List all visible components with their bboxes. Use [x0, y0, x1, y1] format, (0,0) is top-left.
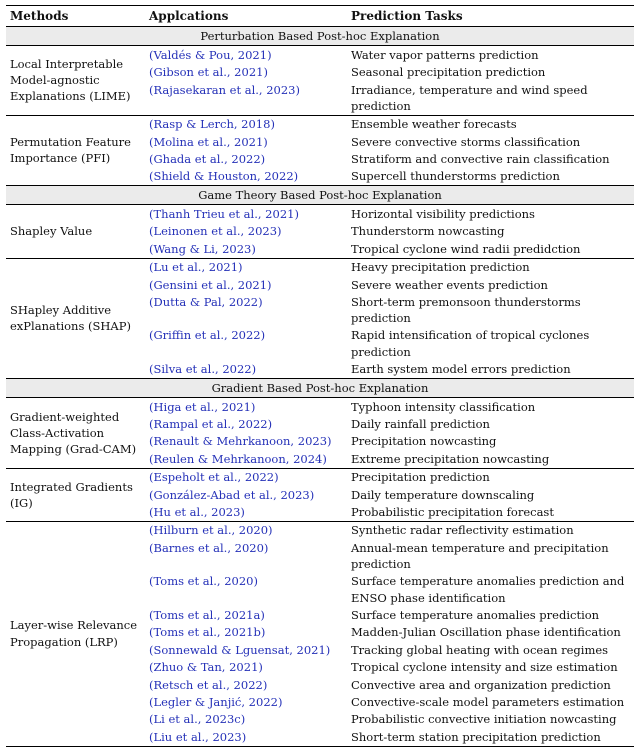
section-header-row — [6, 378, 634, 397]
table-row — [6, 115, 634, 133]
citation-cell — [146, 521, 348, 539]
task-text: Horizontal visibility predictions — [348, 205, 634, 223]
citation-link[interactable]: (Liu et al., 2023) — [149, 729, 247, 744]
citation-link[interactable]: (Retsch et al., 2022) — [149, 677, 268, 692]
method-name: Permutation Feature Importance (PFI) — [6, 115, 146, 186]
citation-cell — [146, 64, 348, 81]
citation-link[interactable]: (Toms et al., 2021a) — [149, 607, 265, 622]
citation-link[interactable]: (Espeholt et al., 2022) — [149, 470, 279, 485]
citation-cell — [146, 624, 348, 641]
citation-cell — [146, 433, 348, 450]
table-row — [6, 398, 634, 416]
citation-cell — [146, 133, 348, 150]
method-name: SHapley Additive exPlanations (SHAP) — [6, 258, 146, 378]
citation-cell — [146, 115, 348, 133]
citation-link[interactable]: (Zhuo & Tan, 2021) — [149, 660, 263, 675]
citation-cell — [146, 659, 348, 676]
citation-cell — [146, 46, 348, 64]
citation-cell — [146, 150, 348, 167]
task-text: Probabilistic convective initiation nowcasting — [351, 712, 617, 727]
task-text: Earth system model errors prediction — [351, 362, 571, 377]
citation-cell — [146, 503, 348, 521]
citation-cell — [146, 711, 348, 728]
section-title: Perturbation Based Post-hoc Explanation — [6, 27, 634, 46]
citation-link[interactable]: (Legler & Janjić, 2022) — [149, 694, 283, 709]
table-row — [6, 468, 634, 486]
citation-link[interactable]: (Thanh Trieu et al., 2021) — [149, 206, 299, 221]
citation-link[interactable]: (Barnes et al., 2020) — [149, 540, 269, 555]
citation-link[interactable]: (Li et al., 2023c) — [149, 712, 246, 727]
task-text: Stratiform and convective rain classification — [351, 151, 610, 166]
task-text: Convective-scale model parameters estimation — [351, 694, 625, 709]
task-text: Annual-mean temperature and precipitation prediction — [351, 540, 609, 571]
citation-link[interactable]: (Shield & Houston, 2022) — [149, 169, 299, 184]
citation-link[interactable]: (Rampal et al., 2022) — [149, 417, 273, 432]
citation-link[interactable]: (Hu et al., 2023) — [149, 505, 245, 520]
task-text: Seasonal precipitation prediction — [351, 65, 546, 80]
task-text: Tracking global heating with ocean regimes — [351, 642, 609, 657]
task-text: Probabilistic precipitation forecast — [351, 505, 554, 520]
task-text: Precipitation prediction — [348, 468, 634, 486]
task-text: Severe weather events prediction — [351, 277, 548, 292]
citation-link[interactable]: (Gibson et al., 2021) — [149, 65, 268, 80]
citation-link[interactable]: (Higa et al., 2021) — [149, 399, 256, 414]
citation-cell — [146, 450, 348, 468]
citation-link[interactable]: (Rajasekaran et al., 2023) — [149, 82, 300, 97]
task-text: Heavy precipitation prediction — [348, 258, 634, 276]
task-text: Water vapor patterns prediction — [348, 46, 634, 64]
citation-cell — [146, 728, 348, 746]
citation-link[interactable]: (Reulen & Mehrkanoon, 2024) — [149, 451, 327, 466]
method-name: Integrated Gradients (IG) — [6, 468, 146, 521]
citation-link[interactable]: (Leinonen et al., 2023) — [149, 224, 282, 239]
task-text: Typhoon intensity classification — [348, 398, 634, 416]
citation-link[interactable]: (González-Abad et al., 2023) — [149, 487, 315, 502]
method-name: Gradient-weighted Class-Activation Mapping (Grad-CAM) — [6, 398, 146, 469]
task-text: Short-term premonsoon thunderstorms prediction — [351, 294, 581, 326]
task-text: Rapid intensification of tropical cyclones prediction — [351, 328, 590, 359]
citation-link[interactable]: (Silva et al., 2022) — [149, 362, 257, 377]
task-text: Short-term station precipitation prediction — [351, 729, 601, 744]
task-text: Tropical cyclone wind radii predidction — [351, 241, 581, 256]
task-text: Surface temperature anomalies prediction and ENSO phase identification — [351, 574, 625, 605]
citation-cell — [146, 293, 348, 327]
citation-cell — [146, 398, 348, 416]
table-row — [6, 258, 634, 276]
method-name: Local Interpretable Model-agnostic Explanations (LIME) — [6, 46, 146, 115]
citation-cell — [146, 539, 348, 573]
citation-cell — [146, 486, 348, 503]
citation-cell — [146, 415, 348, 432]
table-header — [6, 6, 634, 27]
citation-cell — [146, 223, 348, 240]
method-name: Shapley Value — [6, 205, 146, 258]
method-name: Layer-wise Relevance Propagation (LRP) — [6, 521, 146, 746]
citation-cell — [146, 676, 348, 693]
column-header-prediction-tasks: Prediction Tasks — [348, 6, 634, 27]
task-text: Thunderstorm nowcasting — [351, 224, 505, 239]
column-header-applications: Applcations — [146, 6, 348, 27]
citation-link[interactable]: (Dutta & Pal, 2022) — [149, 294, 263, 309]
citation-cell — [146, 641, 348, 658]
section-title: Gradient Based Post-hoc Explanation — [6, 378, 634, 397]
header-row — [6, 6, 634, 27]
task-text: Tropical cyclone intensity and size estimation — [351, 660, 618, 675]
task-text: Precipitation nowcasting — [351, 434, 497, 449]
citation-cell — [146, 81, 348, 115]
section-header-row — [6, 27, 634, 46]
task-text: Ensemble weather forecasts — [348, 115, 634, 133]
task-text: Daily temperature downscaling — [351, 487, 535, 502]
task-text: Severe convective storms classification — [351, 134, 581, 149]
citation-link[interactable]: (Sonnewald & Lguensat, 2021) — [149, 642, 331, 657]
citation-cell — [146, 240, 348, 258]
citation-cell — [146, 573, 348, 607]
column-header-methods: Methods — [6, 6, 146, 27]
citation-link[interactable]: (Toms et al., 2020) — [149, 574, 258, 589]
citation-link[interactable]: (Lu et al., 2021) — [149, 260, 243, 275]
citation-cell — [146, 693, 348, 710]
methods-applications-table — [6, 5, 634, 747]
citation-cell — [146, 360, 348, 378]
citation-cell — [146, 276, 348, 293]
table-row — [6, 521, 634, 539]
task-text: Extreme precipitation nowcasting — [351, 451, 550, 466]
task-text: Irradiance, temperature and wind speed prediction — [351, 82, 588, 113]
task-text: Supercell thunderstorms prediction — [351, 169, 560, 184]
table-row — [6, 205, 634, 223]
citation-cell — [146, 606, 348, 623]
citation-link[interactable]: (Toms et al., 2021b) — [149, 625, 266, 640]
citation-cell — [146, 205, 348, 223]
citation-link[interactable]: (Wang & Li, 2023) — [149, 241, 256, 256]
citation-link[interactable]: (Ghada et al., 2022) — [149, 151, 266, 166]
citation-cell — [146, 327, 348, 361]
task-text: Synthetic radar reflectivity estimation — [348, 521, 634, 539]
task-text: Convective area and organization prediction — [351, 677, 611, 692]
citation-link[interactable]: (Rasp & Lerch, 2018) — [149, 117, 275, 132]
citation-cell — [146, 258, 348, 276]
table-row — [6, 46, 634, 64]
citation-link[interactable]: (Molina et al., 2021) — [149, 134, 268, 149]
task-text: Madden-Julian Oscillation phase identification — [351, 625, 621, 640]
citation-link[interactable]: (Valdés & Pou, 2021) — [149, 47, 272, 62]
citation-link[interactable]: (Renault & Mehrkanoon, 2023) — [149, 434, 332, 449]
task-text: Daily rainfall prediction — [351, 417, 490, 432]
citation-link[interactable]: (Gensini et al., 2021) — [149, 277, 272, 292]
citation-cell — [146, 168, 348, 186]
citation-cell — [146, 468, 348, 486]
citation-link[interactable]: (Hilburn et al., 2020) — [149, 523, 273, 538]
citation-link[interactable]: (Griffin et al., 2022) — [149, 328, 266, 343]
section-header-row — [6, 186, 634, 205]
task-text: Surface temperature anomalies prediction — [351, 607, 600, 622]
section-title: Game Theory Based Post-hoc Explanation — [6, 186, 634, 205]
table-body — [6, 27, 634, 747]
